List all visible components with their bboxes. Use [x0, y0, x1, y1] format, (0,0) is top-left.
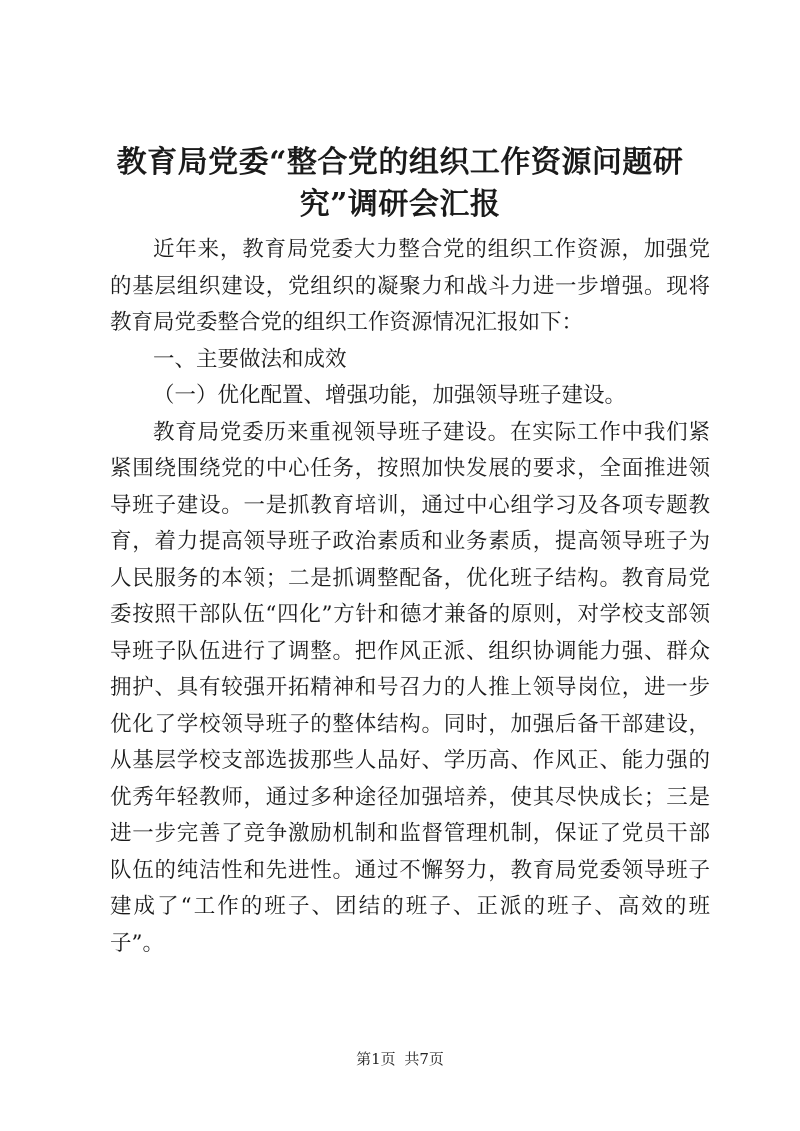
document-title: 教育局党委“整合党的组织工作资源问题研究”调研会汇报 — [116, 145, 684, 222]
page-total: 共7页 — [404, 1050, 444, 1068]
page-number: 第1页 — [356, 1050, 396, 1068]
section-heading: 一、主要做法和成效 — [153, 346, 347, 372]
page-footer — [0, 1049, 800, 1069]
paragraph-intro: 近年来，教育局党委大力整合党的组织工作资源，加强党的基层组织建设，党组织的凝聚力和战斗力进一步增强。现将教育局党委整合党的组织工作资源情况汇报如下： — [110, 237, 710, 335]
paragraph-body: 教育局党委历来重视领导班子建设。在实际工作中我们紧紧围绕围绕党的中心任务，按照加快发展的要求，全面推进领导班子建设。一是抓教育培训，通过中心组学习及各项专题教育，着力提高领导班子政治素质和业务素质，提高领导班子为人民服务的本领；二是抓调整配备，优化班子结构。教育局党委按照干部队伍“四化”方针和德才兼备的原则，对学校支部领导班子队伍进行了调整。把作风正派、组织协调能力强、群众拥护、具有较强开拓精神和号召力的人推上领导岗位，进一步优化了学校领导班子的整体结构。同时，加强后备干部建设，从基层学校支部选拔那些人品好、学历高、作风正、能力强的优秀年轻教师，通过多种途径加强培养，使其尽快成长；三是进一步完善了竞争激励机制和监督管理机制，保证了党员干部队伍的纯洁性和先进性。通过不懈努力，教育局党委领导班子建成了“工作的班子、团结的班子、正派的班子、高效的班子”。 — [110, 419, 710, 956]
document-body — [110, 232, 710, 962]
subsection-heading: （一）优化配置、增强功能，加强领导班子建设。 — [153, 383, 627, 408]
